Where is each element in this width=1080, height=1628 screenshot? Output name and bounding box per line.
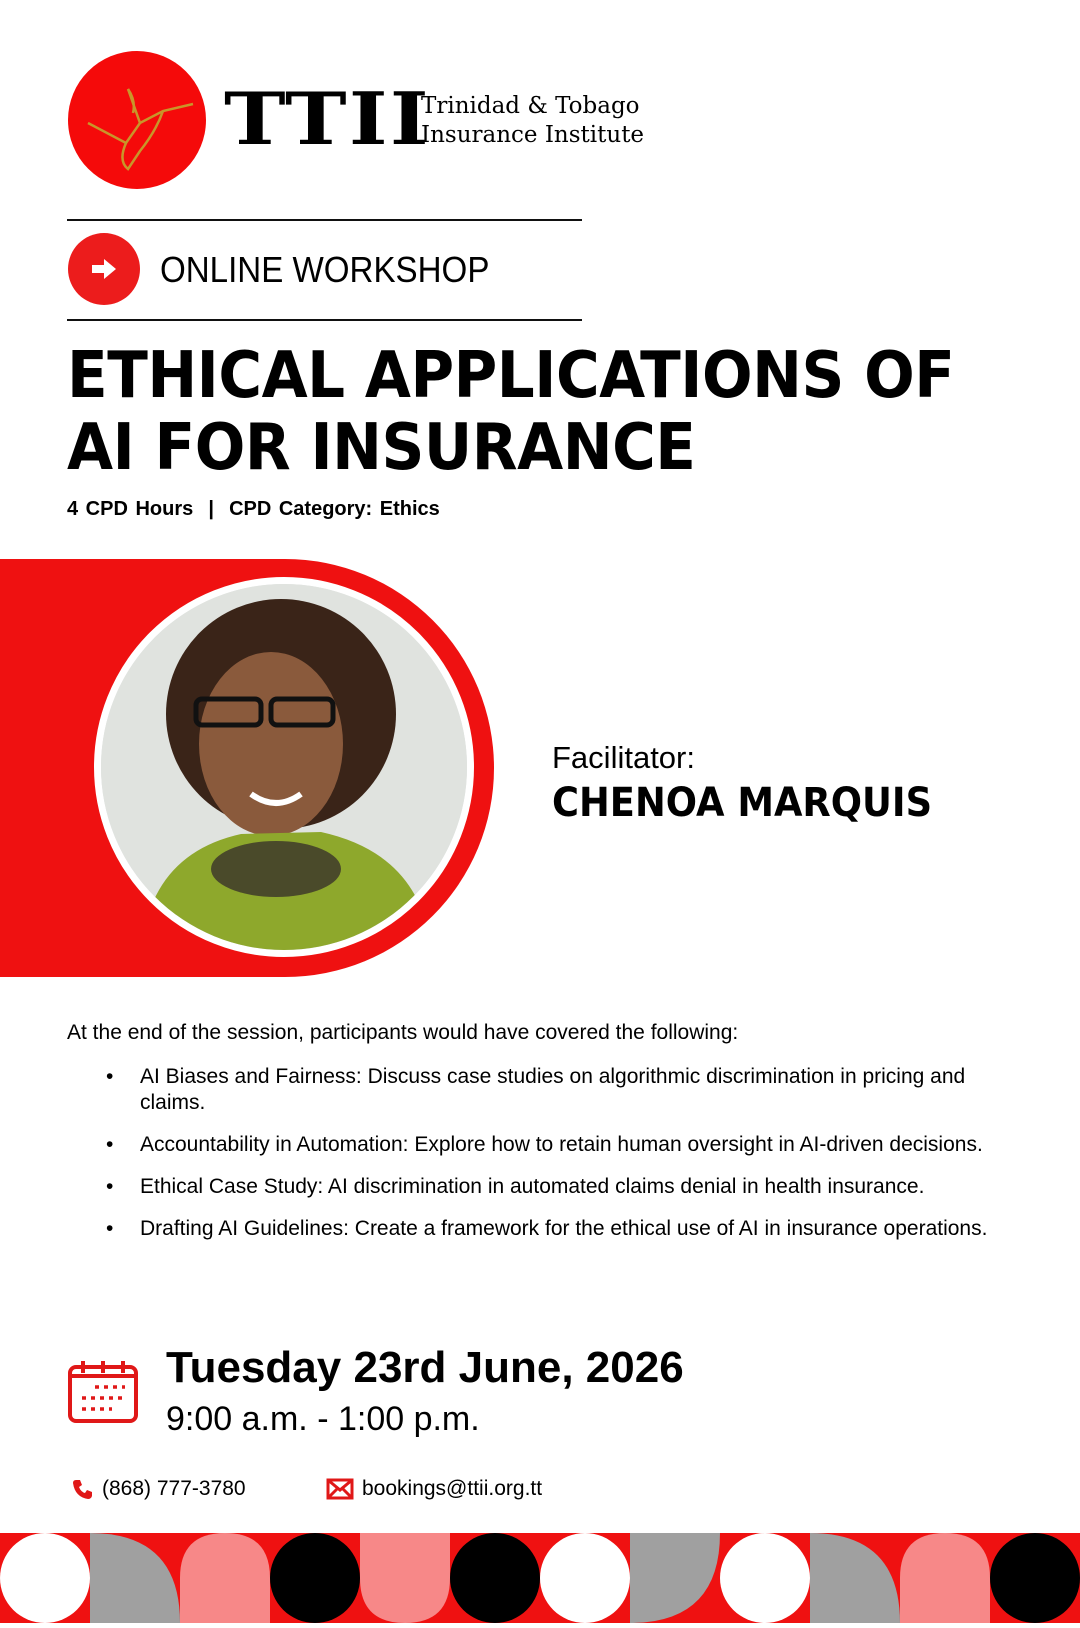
divider: [67, 219, 582, 221]
event-type: ONLINE WORKSHOP: [160, 249, 490, 290]
email-address: bookings@ttii.org.tt: [362, 1477, 543, 1500]
phone-icon: [72, 1478, 94, 1500]
pattern-black-ellipse: [450, 1533, 540, 1623]
cpd-info: 4 CPD Hours | CPD Category: Ethics: [67, 498, 440, 520]
pattern-white-ellipse: [0, 1533, 90, 1623]
pattern-pink-arch-inverted: [360, 1533, 450, 1623]
divider: [67, 319, 582, 321]
logo-name-line2: Insurance Institute: [421, 122, 645, 148]
pattern-black-ellipse: [270, 1533, 360, 1623]
event-date: Tuesday 23rd June, 2026: [166, 1343, 684, 1392]
arrow-right-icon: [68, 233, 140, 305]
pattern-gray-quarter: [90, 1533, 180, 1623]
list-item: • Drafting AI Guidelines: Create a framework for the ethical use of AI in insurance operations.: [106, 1216, 1006, 1242]
facilitator-name: CHENOA MARQUIS: [552, 780, 933, 826]
phone-contact[interactable]: [72, 1477, 246, 1501]
hummingbird-icon: [68, 51, 206, 189]
facilitator-label: Facilitator:: [552, 740, 695, 775]
event-time: 9:00 a.m. - 1:00 p.m.: [166, 1400, 480, 1438]
pattern-gray-quarter: [630, 1533, 720, 1623]
list-item: • Accountability in Automation: Explore how to retain human oversight in AI-driven decisions.: [106, 1132, 1006, 1158]
logo-name-line1: Trinidad & Tobago: [421, 93, 640, 119]
outcomes-list: [106, 1064, 1006, 1258]
calendar-icon: [67, 1358, 139, 1429]
pattern-gray-quarter: [810, 1533, 900, 1623]
title-line1: ETHICAL APPLICATIONS OF: [67, 339, 955, 413]
email-contact[interactable]: [326, 1477, 542, 1501]
list-item: • AI Biases and Fairness: Discuss case studies on algorithmic discrimination in pricing and claims.: [106, 1064, 1006, 1116]
pattern-white-ellipse: [720, 1533, 810, 1623]
logo-name: [421, 92, 644, 150]
pattern-black-ellipse: [990, 1533, 1080, 1623]
title-line2: AI FOR INSURANCE: [67, 411, 696, 485]
pattern-pink-arch: [180, 1533, 270, 1623]
decorative-pattern: [0, 1533, 1080, 1623]
facilitator-photo: [94, 577, 474, 957]
pattern-white-ellipse: [540, 1533, 630, 1623]
list-item: • Ethical Case Study: AI discrimination in automated claims denial in health insurance.: [106, 1174, 1006, 1200]
pattern-pink-arch: [900, 1533, 990, 1623]
phone-number: (868) 777-3780: [102, 1477, 246, 1500]
envelope-icon: [326, 1478, 354, 1500]
logo-acronym: TTII: [224, 76, 431, 161]
page-title: [67, 340, 954, 484]
logo-circle: [68, 51, 206, 189]
intro-text: At the end of the session, participants would have covered the following:: [67, 1021, 739, 1044]
